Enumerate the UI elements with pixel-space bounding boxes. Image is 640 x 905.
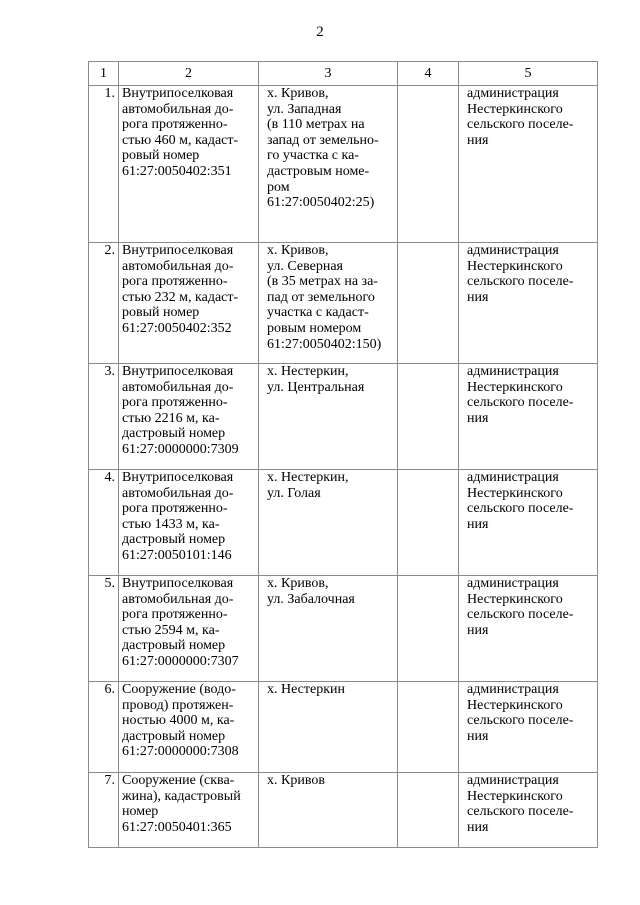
holder-name: администрация Нестеркинского сельского поселе- ния [459, 86, 598, 243]
row-number: 3. [89, 364, 119, 470]
table-row [89, 576, 598, 682]
holder-name: администрация Нестеркинского сельского поселе- ния [459, 364, 598, 470]
page-number: 2 [316, 24, 324, 40]
holder-name: администрация Нестеркинского сельского поселе- ния [459, 773, 598, 848]
row-number: 2. [89, 243, 119, 364]
object-description: Внутрипоселковая автомобильная до- рога протяженно- стью 2216 м, ка- дастровый номер 61:27:0000000:7309 [119, 364, 259, 470]
column-4-cell [398, 243, 459, 364]
object-address: х. Нестеркин, ул. Голая [259, 470, 398, 576]
header-cell-1: 1 [89, 62, 119, 86]
holder-name: администрация Нестеркинского сельского поселе- ния [459, 470, 598, 576]
object-description: Внутрипоселковая автомобильная до- рога протяженно- стью 1433 м, ка- дастровый номер 61:27:0050101:146 [119, 470, 259, 576]
object-address: х. Кривов [259, 773, 398, 848]
object-address: х. Нестеркин [259, 682, 398, 773]
column-4-cell [398, 682, 459, 773]
row-number: 7. [89, 773, 119, 848]
table-row [89, 470, 598, 576]
table-header-row [89, 62, 598, 86]
header-cell-2: 2 [119, 62, 259, 86]
holder-name: администрация Нестеркинского сельского поселе- ния [459, 243, 598, 364]
object-description: Внутрипоселковая автомобильная до- рога протяженно- стью 232 м, кадаст- ровый номер 61:27:0050402:352 [119, 243, 259, 364]
row-number: 5. [89, 576, 119, 682]
object-description: Внутрипоселковая автомобильная до- рога протяженно- стью 2594 м, ка- дастровый номер 61:27:0000000:7307 [119, 576, 259, 682]
column-4-cell [398, 576, 459, 682]
object-description: Сооружение (сква- жина), кадастровый номер 61:27:0050401:365 [119, 773, 259, 848]
table-row [89, 86, 598, 243]
object-description: Внутрипоселковая автомобильная до- рога протяженно- стью 460 м, кадаст- ровый номер 61:27:0050402:351 [119, 86, 259, 243]
table-row [89, 243, 598, 364]
property-table [88, 61, 598, 848]
column-4-cell [398, 86, 459, 243]
row-number: 4. [89, 470, 119, 576]
object-address: х. Кривов, ул. Северная (в 35 метрах на за- пад от земельного участка с кадаст- ровым номером 61:27:0050402:150) [259, 243, 398, 364]
object-address: х. Кривов, ул. Западная (в 110 метрах на запад от земельно- го участка с ка- дастровым номе- ром 61:27:0050402:25) [259, 86, 398, 243]
row-number: 1. [89, 86, 119, 243]
object-address: х. Кривов, ул. Забалочная [259, 576, 398, 682]
column-4-cell [398, 470, 459, 576]
holder-name: администрация Нестеркинского сельского поселе- ния [459, 576, 598, 682]
table-row [89, 364, 598, 470]
header-cell-4: 4 [398, 62, 459, 86]
row-number: 6. [89, 682, 119, 773]
table-row [89, 682, 598, 773]
column-4-cell [398, 773, 459, 848]
holder-name: администрация Нестеркинского сельского поселе- ния [459, 682, 598, 773]
object-description: Сооружение (водо- провод) протяжен- ностью 4000 м, ка- дастровый номер 61:27:0000000:7308 [119, 682, 259, 773]
object-address: х. Нестеркин, ул. Центральная [259, 364, 398, 470]
header-cell-3: 3 [259, 62, 398, 86]
table-row [89, 773, 598, 848]
column-4-cell [398, 364, 459, 470]
header-cell-5: 5 [459, 62, 598, 86]
